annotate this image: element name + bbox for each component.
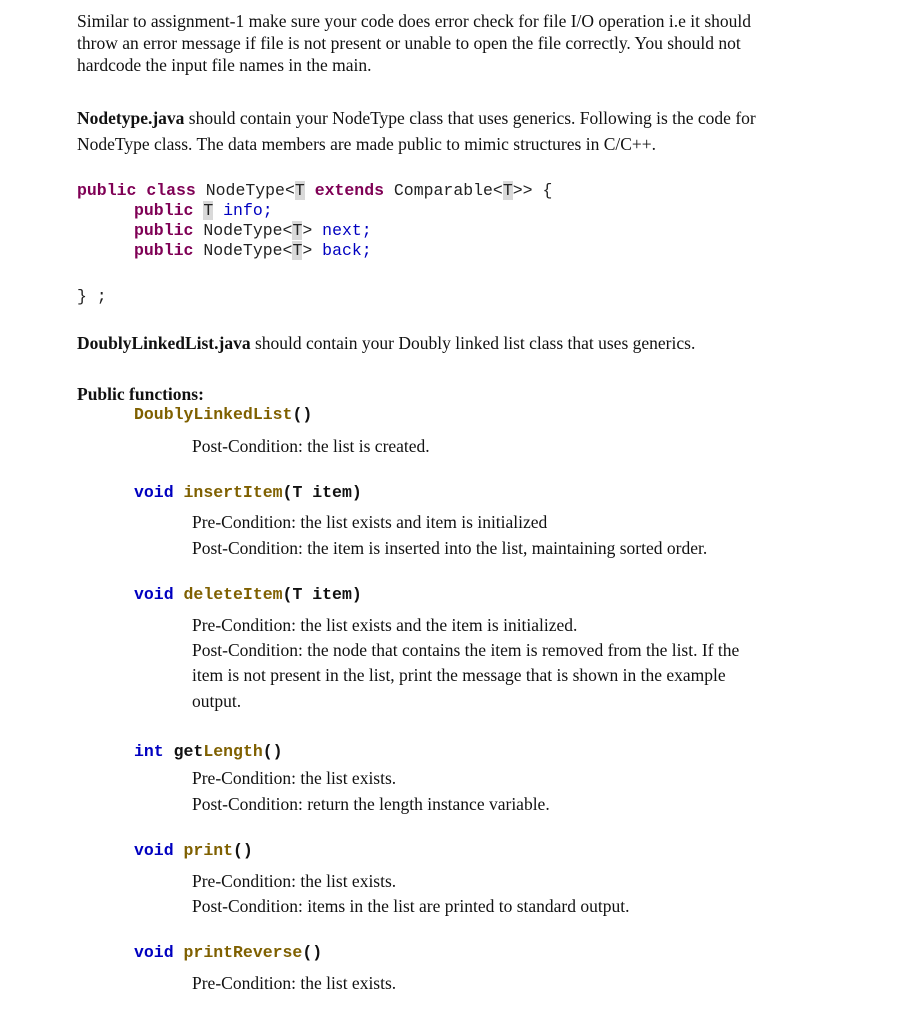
- nodetype-line-2: NodeType class. The data members are made public to mimic structures in C/C++.: [77, 134, 657, 154]
- code-keyword-public: public: [134, 201, 194, 220]
- func-length-name-prefix: get: [173, 742, 204, 761]
- func-print-reverse-pre: Pre-Condition: the list exists.: [192, 973, 397, 993]
- func-delete-post-2: item is not present in the list, print the message that is shown in the example: [192, 665, 726, 685]
- func-length-signature: [134, 742, 283, 762]
- func-delete-args: (T item): [282, 585, 362, 604]
- code-gt: >: [302, 241, 313, 260]
- func-constructor-name: DoublyLinkedList: [134, 405, 293, 424]
- func-print-reverse-return-type: void: [134, 943, 174, 962]
- intro-line-1: Similar to assignment-1 make sure your code does error check for file I/O operation i.e it should: [77, 11, 752, 31]
- func-constructor-parens: (): [292, 405, 313, 424]
- dll-line-text: should contain your Doubly linked list class that uses generics.: [250, 333, 696, 353]
- func-delete-signature: [134, 585, 362, 605]
- func-insert-pre: Pre-Condition: the list exists and item is initialized: [192, 512, 548, 532]
- func-length-return-type: int: [134, 742, 164, 761]
- func-constructor-post: Post-Condition: the list is created.: [192, 436, 430, 456]
- func-print-post: Post-Condition: items in the list are printed to standard output.: [192, 896, 630, 916]
- func-print-reverse-signature: [134, 943, 322, 963]
- func-insert-signature: [134, 483, 362, 503]
- func-delete-name: deleteItem: [183, 585, 283, 604]
- code-gt: >: [302, 221, 313, 240]
- func-delete-post-3: output.: [192, 691, 242, 711]
- code-field-info: info;: [223, 201, 273, 220]
- code-line-back: [134, 241, 372, 261]
- code-line-next: [134, 221, 372, 241]
- code-type-param-2: T: [502, 181, 513, 200]
- code-type-nodetype: NodeType<: [203, 241, 293, 260]
- nodetype-line-1: [77, 107, 756, 129]
- dll-filename: DoublyLinkedList.java: [77, 333, 251, 353]
- func-constructor-signature: [134, 405, 312, 425]
- func-insert-name: insertItem: [183, 483, 283, 502]
- func-insert-args: (T item): [282, 483, 362, 502]
- func-print-pre: Pre-Condition: the list exists.: [192, 871, 397, 891]
- func-length-pre: Pre-Condition: the list exists.: [192, 768, 397, 788]
- code-line-class-decl: [77, 181, 552, 201]
- code-type-param: T: [203, 201, 214, 220]
- public-functions-heading: Public functions:: [77, 384, 204, 404]
- code-classname: NodeType<: [205, 181, 295, 200]
- func-print-reverse-parens: (): [302, 943, 323, 962]
- code-field-next: next;: [322, 221, 372, 240]
- func-insert-return-type: void: [134, 483, 174, 502]
- code-keyword-public: public: [134, 241, 194, 260]
- code-type-param: T: [294, 181, 305, 200]
- code-line-end: } ;: [77, 287, 107, 306]
- nodetype-filename: Nodetype.java: [77, 108, 185, 128]
- code-keyword-public: public: [77, 181, 137, 200]
- func-print-signature: [134, 841, 253, 861]
- intro-line-3: hardcode the input file names in the main.: [77, 55, 372, 75]
- func-print-parens: (): [233, 841, 253, 860]
- code-type-param: T: [292, 221, 303, 240]
- intro-line-2: throw an error message if file is not present or unable to open the file correctly. You should not: [77, 33, 741, 53]
- nodetype-line-1-text: should contain your NodeType class that uses generics. Following is the code for: [184, 108, 756, 128]
- dll-line: [77, 332, 695, 354]
- func-delete-pre: Pre-Condition: the list exists and the item is initialized.: [192, 615, 578, 635]
- code-line-info: [134, 201, 273, 221]
- func-print-name: print: [183, 841, 234, 860]
- code-keyword-extends: extends: [314, 181, 384, 200]
- func-length-post: Post-Condition: return the length instance variable.: [192, 794, 550, 814]
- code-type-nodetype: NodeType<: [203, 221, 293, 240]
- func-insert-post: Post-Condition: the item is inserted into the list, maintaining sorted order.: [192, 538, 708, 558]
- func-length-name: Length: [203, 742, 263, 761]
- func-print-reverse-name: printReverse: [183, 943, 303, 962]
- func-delete-return-type: void: [134, 585, 174, 604]
- code-class-open: >> {: [512, 181, 553, 200]
- code-field-back: back;: [322, 241, 372, 260]
- code-type-param: T: [292, 241, 303, 260]
- func-print-return-type: void: [134, 841, 174, 860]
- func-length-parens: (): [262, 742, 283, 761]
- code-keyword-public: public: [134, 221, 194, 240]
- func-delete-post-1: Post-Condition: the node that contains the item is removed from the list. If the: [192, 640, 740, 660]
- code-keyword-class: class: [146, 181, 196, 200]
- code-comparable: Comparable<: [393, 181, 503, 200]
